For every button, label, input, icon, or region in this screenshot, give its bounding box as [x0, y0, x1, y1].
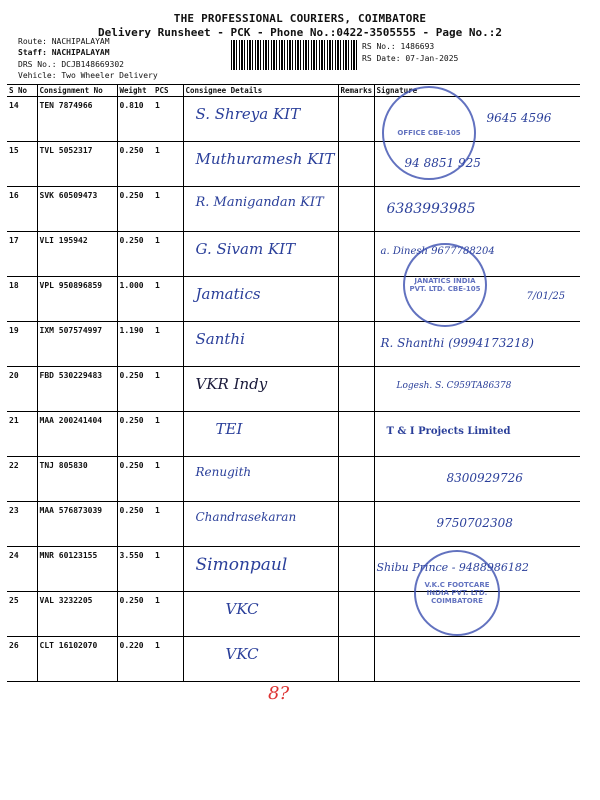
consignee-handwriting: Santhi [195, 330, 245, 348]
signature-handwriting: 94 8851 925 [404, 156, 481, 170]
col-remarks: Remarks [338, 85, 374, 97]
signature-handwriting: Logesh. S. C959TA86378 [396, 381, 512, 391]
row-consignment: IXM 507574997 [37, 322, 117, 367]
row-consignment: TNJ 805830 [37, 457, 117, 502]
row-consignment: TVL 5052317 [37, 142, 117, 187]
table-row [7, 322, 580, 367]
row-sno: 23 [7, 502, 37, 547]
footcare-stamp: V.K.C FOOTCARE INDIA PVT. LTD. COIMBATORE [414, 550, 500, 636]
row-weight: 3.550 [117, 547, 153, 592]
row-remarks [338, 367, 374, 412]
row-sno: 22 [7, 457, 37, 502]
signature-handwriting: R. Shanthi (9994173218) [380, 336, 534, 350]
staff-label: Staff: NACHIPALAYAM [18, 48, 110, 57]
signature-handwriting: 6383993985 [386, 201, 476, 217]
row-remarks [338, 592, 374, 637]
col-signature: Signature [374, 85, 580, 97]
janatics-stamp: JANATICS INDIA PVT. LTD. CBE-105 [403, 243, 487, 327]
row-sno: 21 [7, 412, 37, 457]
row-consignment: MNR 60123155 [37, 547, 117, 592]
row-signature [374, 367, 580, 412]
row-consignment: MAA 200241404 [37, 412, 117, 457]
signature-handwriting: 7/01/25 [526, 291, 566, 302]
row-remarks [338, 502, 374, 547]
runsheet-subtitle: Delivery Runsheet - PCK - Phone No.:0422-3505555 - Page No.:2 [98, 26, 502, 39]
row-sno: 17 [7, 232, 37, 277]
row-pcs: 1 [153, 322, 183, 367]
signature-handwriting: a. Dinesh 9677788204 [380, 246, 495, 257]
row-remarks [338, 232, 374, 277]
row-signature [374, 637, 580, 682]
row-weight: 0.250 [117, 367, 153, 412]
row-pcs: 1 [153, 457, 183, 502]
route-label: Route: NACHIPALAYAM [18, 37, 110, 46]
row-consignee [183, 142, 338, 187]
row-weight: 1.000 [117, 277, 153, 322]
row-consignee [183, 322, 338, 367]
signature-handwriting: 9750702308 [436, 516, 513, 530]
row-sno: 26 [7, 637, 37, 682]
col-consignee: Consignee Details [183, 85, 338, 97]
barcode [231, 40, 358, 70]
row-weight: 0.250 [117, 592, 153, 637]
row-weight: 0.250 [117, 502, 153, 547]
row-pcs: 1 [153, 187, 183, 232]
row-pcs: 1 [153, 412, 183, 457]
consignee-handwriting: VKR Indy [195, 375, 268, 393]
signature-handwriting: 8300929726 [446, 471, 523, 485]
col-consignment: Consignment No [37, 85, 117, 97]
row-consignee [183, 547, 338, 592]
row-pcs: 1 [153, 142, 183, 187]
row-consignee [183, 232, 338, 277]
row-sno: 18 [7, 277, 37, 322]
row-weight: 1.190 [117, 322, 153, 367]
row-sno: 19 [7, 322, 37, 367]
col-pcs: PCS [153, 85, 183, 97]
table-row [7, 232, 580, 277]
row-consignment: VLI 195942 [37, 232, 117, 277]
signature-handwriting: 9645 4596 [486, 111, 552, 125]
row-signature [374, 412, 580, 457]
row-sno: 20 [7, 367, 37, 412]
table-row [7, 277, 580, 322]
row-weight: 0.220 [117, 637, 153, 682]
row-weight: 0.250 [117, 142, 153, 187]
row-pcs: 1 [153, 232, 183, 277]
rs-number: RS No.: 1486693 [362, 42, 435, 51]
consignee-handwriting: TEI [215, 420, 243, 438]
row-consignment: MAA 576873039 [37, 502, 117, 547]
vehicle-label: Vehicle: Two Wheeler Delivery [18, 71, 158, 80]
row-sno: 16 [7, 187, 37, 232]
row-pcs: 1 [153, 547, 183, 592]
office-stamp: OFFICE CBE-105 [382, 86, 476, 180]
row-weight: 0.250 [117, 412, 153, 457]
table-header-row [7, 85, 580, 97]
col-weight: Weight [117, 85, 153, 97]
row-remarks [338, 457, 374, 502]
drs-label: DRS No.: DCJB148669302 [18, 60, 124, 69]
row-remarks [338, 187, 374, 232]
consignee-handwriting: VKC [225, 600, 259, 618]
consignee-handwriting: Simonpaul [195, 555, 288, 575]
row-weight: 0.250 [117, 232, 153, 277]
row-consignment: VAL 3232205 [37, 592, 117, 637]
row-signature [374, 322, 580, 367]
row-consignment: CLT 16102070 [37, 637, 117, 682]
table-row [7, 97, 580, 142]
col-sno: S No [7, 85, 37, 97]
row-consignee [183, 637, 338, 682]
row-signature [374, 502, 580, 547]
row-remarks [338, 412, 374, 457]
page-mark: 8? [268, 683, 290, 704]
row-consignment: TEN 7874966 [37, 97, 117, 142]
row-consignee [183, 412, 338, 457]
row-weight: 0.250 [117, 187, 153, 232]
row-remarks [338, 142, 374, 187]
table-row [7, 367, 580, 412]
table-row [7, 457, 580, 502]
row-weight: 0.810 [117, 97, 153, 142]
row-consignee [183, 592, 338, 637]
row-sno: 15 [7, 142, 37, 187]
company-title: THE PROFESSIONAL COURIERS, COIMBATORE [173, 12, 427, 25]
row-sno: 25 [7, 592, 37, 637]
table-row [7, 187, 580, 232]
row-remarks [338, 97, 374, 142]
row-signature [374, 187, 580, 232]
rs-date: RS Date: 07-Jan-2025 [362, 54, 459, 63]
row-remarks [338, 322, 374, 367]
consignee-handwriting: Chandrasekaran [195, 510, 297, 524]
company-stamp-text: T & I Projects Limited [386, 426, 511, 437]
row-consignment: FBD 530229483 [37, 367, 117, 412]
row-remarks [338, 277, 374, 322]
row-consignment: SVK 60509473 [37, 187, 117, 232]
row-signature [374, 457, 580, 502]
row-consignee [183, 277, 338, 322]
row-pcs: 1 [153, 637, 183, 682]
row-weight: 0.250 [117, 457, 153, 502]
signature-handwriting: Shibu Prince - 9488986182 [376, 561, 529, 574]
consignee-handwriting: S. Shreya KIT [195, 105, 301, 123]
row-consignee [183, 367, 338, 412]
row-consignee [183, 502, 338, 547]
row-pcs: 1 [153, 592, 183, 637]
table-row [7, 412, 580, 457]
row-consignment: VPL 950896859 [37, 277, 117, 322]
row-remarks [338, 547, 374, 592]
row-sno: 14 [7, 97, 37, 142]
consignee-handwriting: Muthuramesh KIT [195, 150, 335, 168]
row-consignee [183, 457, 338, 502]
consignee-handwriting: Jamatics [195, 285, 261, 303]
table-row [7, 142, 580, 187]
row-consignee [183, 187, 338, 232]
row-remarks [338, 637, 374, 682]
row-pcs: 1 [153, 97, 183, 142]
table-row [7, 637, 580, 682]
row-pcs: 1 [153, 277, 183, 322]
row-pcs: 1 [153, 367, 183, 412]
consignee-handwriting: G. Sivam KIT [195, 240, 296, 258]
consignee-handwriting: R. Manigandan KIT [195, 195, 324, 210]
table-row [7, 502, 580, 547]
row-pcs: 1 [153, 502, 183, 547]
row-consignee [183, 97, 338, 142]
row-sno: 24 [7, 547, 37, 592]
consignee-handwriting: Renugith [195, 465, 252, 479]
consignee-handwriting: VKC [225, 645, 259, 663]
